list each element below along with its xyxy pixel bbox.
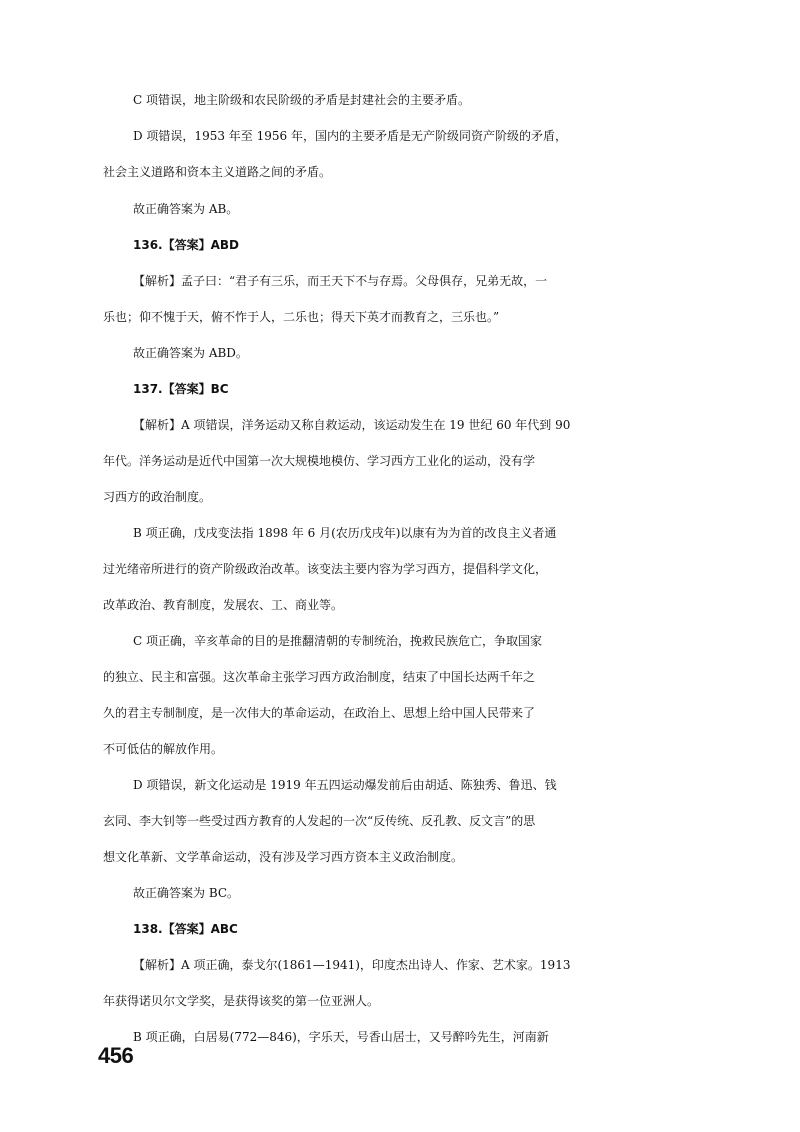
answer-heading: 137.【答案】BC [133,382,229,396]
text-line: 故正确答案为 AB。 [133,202,239,216]
text-line: 想文化革新、文学革命运动，没有涉及学习西方资本主义政治制度。 [103,850,464,864]
text-line: C 项错误，地主阶级和农民阶级的矛盾是封建社会的主要矛盾。 [133,93,470,107]
text-line: 玄同、李大钊等一些受过西方教育的人发起的一次“反传统、反孔教、反文言”的思 [103,814,536,828]
text-line: D 项错误，1953 年至 1956 年，国内的主要矛盾是无产阶级同资产阶级的矛盾， [133,129,567,143]
text-line: 的独立、民主和富强。这次革命主张学习西方政治制度，结束了中国长达两千年之 [103,670,536,684]
text-line: 久的君主专制制度，是一次伟大的革命运动，在政治上、思想上给中国人民带来了 [103,706,536,720]
text-line: 过光绪帝所进行的资产阶级政治改革。该变法主要内容为学习西方，提倡科学文化， [103,562,548,576]
answer-heading: 136.【答案】ABD [133,238,240,252]
text-line: 【解析】A 项错误，洋务运动又称自救运动，该运动发生在 19 世纪 60 年代到 90 [133,418,571,432]
text-line: 故正确答案为 BC。 [133,886,240,900]
text-line: 不可低估的解放作用。 [103,742,224,756]
text-line: 社会主义道路和资本主义道路之间的矛盾。 [103,165,332,179]
text-line: 习西方的政治制度。 [103,490,212,504]
text-line: D 项错误，新文化运动是 1919 年五四运动爆发前后由胡适、陈独秀、鲁迅、钱 [133,778,557,792]
text-line: 年代。洋务运动是近代中国第一次大规模地模仿、学习西方工业化的运动，没有学 [103,454,536,468]
text-line: B 项正确，戊戌变法指 1898 年 6 月(农历戊戌年)以康有为为首的改良主义者通 [133,526,557,540]
answer-heading: 138.【答案】ABC [133,922,238,936]
text-line: 改革政治、教育制度，发展农、工、商业等。 [103,598,344,612]
text-line: B 项正确，白居易(772—846)，字乐天，号香山居士，又号醉吟先生，河南新 [133,1030,549,1044]
text-line: 故正确答案为 ABD。 [133,346,248,360]
text-line: C 项正确，辛亥革命的目的是推翻清朝的专制统治，挽救民族危亡，争取国家 [133,634,542,648]
text-line: 【解析】孟子曰：“君子有三乐，而王天下不与存焉。父母俱存，兄弟无故，一 [133,274,548,288]
page-number: 456 [98,1043,134,1068]
text-line: 乐也；仰不愧于天，俯不怍于人，二乐也；得天下英才而教育之，三乐也。” [103,310,500,324]
text-line: 年获得诺贝尔文学奖，是获得该奖的第一位亚洲人。 [103,994,380,1008]
text-line: 【解析】A 项正确，泰戈尔(1861—1941)，印度杰出诗人、作家、艺术家。1913 [133,958,571,972]
